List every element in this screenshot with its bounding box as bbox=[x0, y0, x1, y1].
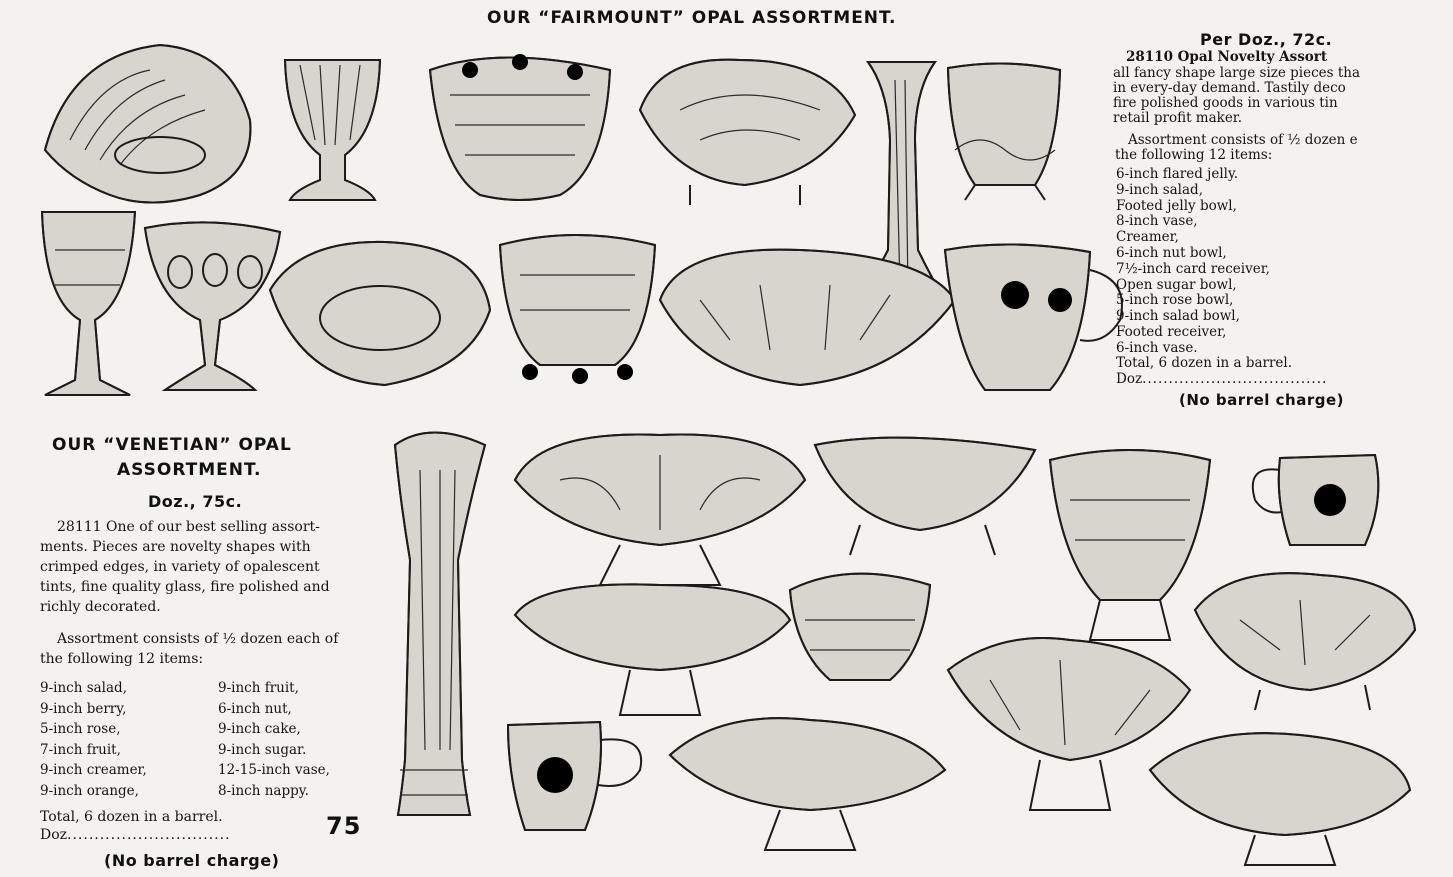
fairmount-item-list bbox=[1116, 167, 1270, 357]
oval-berry-illustration bbox=[515, 584, 790, 715]
venetian-doz-leader: .............................. bbox=[67, 827, 231, 843]
venetian-item: 5-inch rose, bbox=[40, 721, 121, 737]
venetian-title-line2: ASSORTMENT. bbox=[117, 460, 262, 480]
fairmount-item: 6-inch flared jelly. bbox=[1116, 166, 1239, 182]
salad-bowl-illustration bbox=[660, 250, 955, 385]
fairmount-item: 5-inch rose bowl, bbox=[1116, 292, 1234, 309]
venetian-item: 9-inch creamer, bbox=[40, 762, 147, 778]
fairmount-item: 8-inch vase, bbox=[1116, 213, 1198, 230]
venetian-doz-label: Doz bbox=[40, 827, 68, 843]
fairmount-price: Per Doz., 72c. bbox=[1200, 30, 1333, 49]
venetian-intro-line: Assortment consists of ½ dozen each of bbox=[57, 631, 339, 647]
venetian-desc-line: ments. Pieces are novelty shapes with bbox=[40, 539, 311, 555]
fairmount-intro-line: the following 12 items: bbox=[1115, 147, 1273, 163]
fairmount-desc-line: 28110 Opal Novelty Assort bbox=[1126, 49, 1328, 65]
crimped-salad-illustration bbox=[515, 435, 805, 585]
fairmount-desc-line: retail profit maker. bbox=[1113, 110, 1243, 126]
fairmount-doz-leader: ................................... bbox=[1142, 371, 1328, 387]
venetian-doz-price: 75 bbox=[326, 812, 362, 840]
boat-nappy-illustration bbox=[1150, 733, 1410, 865]
venetian-desc-line: 28111 One of our best selling assort- bbox=[57, 519, 320, 535]
venetian-item: 9-inch berry, bbox=[40, 700, 127, 717]
venetian-desc-line: richly decorated. bbox=[40, 599, 161, 615]
venetian-desc-line: crimped edges, in variety of opalescent bbox=[40, 559, 320, 575]
footed-jelly-bowl-illustration bbox=[285, 60, 380, 200]
fairmount-item: 9-inch salad, bbox=[1116, 181, 1203, 198]
ruffled-bowl-illustration bbox=[670, 718, 945, 850]
card-receiver-illustration bbox=[270, 242, 490, 385]
fairmount-item: Creamer, bbox=[1116, 229, 1179, 246]
venetian-desc-line: tints, fine quality glass, fire polished and bbox=[40, 579, 330, 595]
fairmount-item: Footed jelly bowl, bbox=[1116, 197, 1237, 214]
venetian-total: Total, 6 dozen in a barrel. bbox=[40, 809, 223, 825]
small-creamer-illustration bbox=[1253, 455, 1379, 545]
compote-illustration bbox=[145, 222, 280, 390]
rose-bowl-footed-illustration bbox=[1050, 450, 1210, 640]
venetian-price: Doz., 75c. bbox=[148, 492, 243, 511]
fan-shaped-bowl-illustration bbox=[45, 45, 250, 203]
venetian-barrel-note: (No barrel charge) bbox=[104, 851, 280, 870]
venetian-intro-line: the following 12 items: bbox=[40, 651, 204, 667]
creamer-illustration bbox=[945, 244, 1122, 390]
footed-creamer-illustration bbox=[508, 722, 641, 830]
fairmount-desc-line: all fancy shape large size pieces tha bbox=[1113, 65, 1361, 81]
venetian-item: 7-inch fruit, bbox=[40, 741, 121, 758]
fairmount-doz-label: Doz bbox=[1116, 371, 1143, 387]
venetian-item: 8-inch nappy. bbox=[218, 782, 309, 799]
venetian-item-list-left bbox=[40, 678, 147, 801]
fairmount-item: 6-inch nut bowl, bbox=[1116, 244, 1227, 261]
nut-bowl-illustration bbox=[500, 235, 655, 384]
fairmount-item: Open sugar bowl, bbox=[1116, 276, 1237, 293]
fairmount-item: 9-inch salad bowl, bbox=[1116, 308, 1240, 325]
venetian-item: 9-inch salad, bbox=[40, 680, 127, 696]
fairmount-item: 7½-inch card receiver, bbox=[1116, 260, 1270, 277]
goblet-illustration bbox=[42, 212, 135, 395]
rose-bowl-illustration bbox=[430, 54, 610, 200]
cake-bowl-illustration bbox=[790, 574, 930, 680]
venetian-item: 9-inch fruit, bbox=[218, 680, 299, 696]
venetian-item: 9-inch cake, bbox=[218, 721, 301, 737]
orange-bowl-illustration bbox=[948, 638, 1190, 810]
fairmount-title: OUR “FAIRMOUNT” OPAL ASSORTMENT. bbox=[487, 8, 897, 28]
fairmount-desc-line: fire polished goods in various tin bbox=[1113, 95, 1338, 111]
ruffled-nappy-illustration bbox=[1195, 573, 1415, 710]
footed-receiver-illustration bbox=[948, 63, 1060, 200]
fairmount-desc-line: in every-day demand. Tastily deco bbox=[1113, 80, 1346, 96]
venetian-item: 9-inch sugar. bbox=[218, 741, 307, 758]
venetian-item: 12-15-inch vase, bbox=[218, 762, 330, 778]
fairmount-intro-line: Assortment consists of ½ dozen e bbox=[1128, 132, 1358, 148]
venetian-item-list-right bbox=[218, 678, 330, 801]
swung-vase-illustration bbox=[395, 433, 485, 816]
venetian-title-line1: OUR “VENETIAN” OPAL bbox=[52, 435, 292, 455]
fairmount-total: Total, 6 dozen in a barrel. bbox=[1116, 355, 1293, 371]
venetian-doz-line bbox=[40, 828, 231, 844]
fairmount-item: Footed receiver, bbox=[1116, 323, 1227, 340]
venetian-item: 9-inch orange, bbox=[40, 782, 139, 799]
fairmount-doz-line bbox=[1116, 372, 1327, 388]
fairmount-item: 6-inch vase. bbox=[1116, 339, 1198, 356]
venetian-item: 6-inch nut, bbox=[218, 700, 292, 717]
flared-salad-bowl-illustration bbox=[640, 60, 855, 205]
fairmount-barrel-note: (No barrel charge) bbox=[1179, 391, 1344, 409]
footed-fruit-bowl-illustration bbox=[815, 438, 1035, 555]
